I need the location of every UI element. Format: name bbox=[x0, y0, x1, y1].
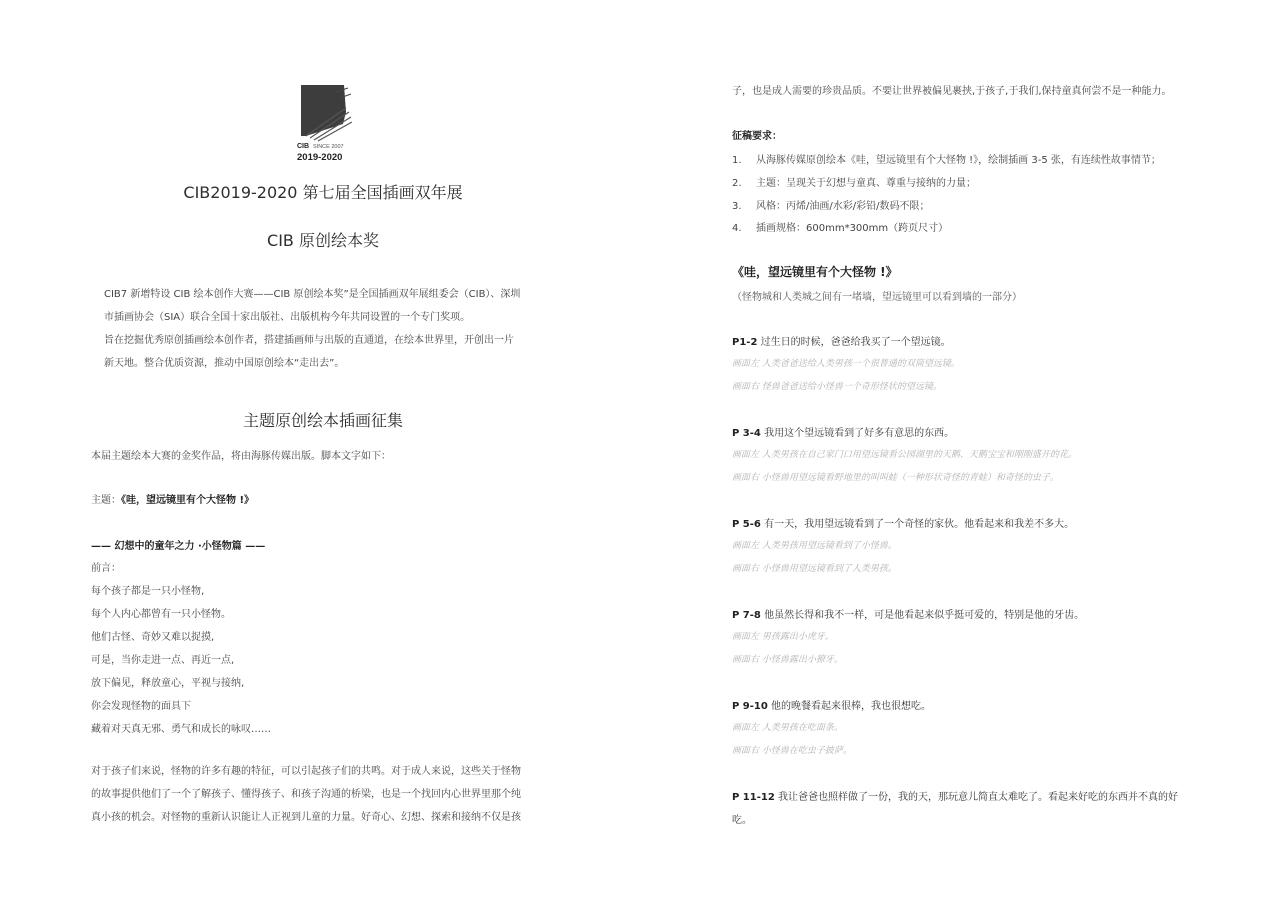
page-entry bbox=[732, 515, 1074, 530]
page-note: 画面左 人类爸爸送给人类男孩一个很普通的双筒望远镜。 bbox=[732, 359, 960, 369]
page-note: 画面右 小怪兽在吃虫子披萨。 bbox=[732, 746, 852, 756]
page-entry bbox=[732, 606, 1084, 621]
intro-paragraph bbox=[104, 283, 520, 375]
intro-line: CIB7 新增特设 CIB 绘本创作大赛——CIB 原创绘本奖”是全国插画双年展组委会（CIB）、深圳 bbox=[104, 289, 521, 300]
page-label: P 7-8 bbox=[732, 610, 761, 621]
page-text-continued: 吃。 bbox=[732, 815, 752, 826]
requirement-number: 1. bbox=[732, 155, 742, 166]
requirement-text: 插画规格：600mm*300mm（跨页尺寸） bbox=[756, 223, 949, 234]
page-label: P 5-6 bbox=[732, 519, 761, 530]
page-note: 画面左 人类男孩在吃面条。 bbox=[732, 723, 843, 733]
preface-line: 藏着对天真无邪、勇气和成长的咏叹…… bbox=[91, 724, 271, 735]
preface-line: 可是，当你走进一点、再近一点, bbox=[91, 655, 235, 666]
theme-label: 主题： bbox=[91, 495, 121, 506]
requirement-number: 2. bbox=[732, 178, 742, 189]
page-text: 我让爸爸也照样做了一份，我的天，那玩意儿简直太难吃了。看起来好吃的东西并不真的好 bbox=[774, 792, 1178, 803]
page-subtitle: CIB 原创绘本奖 bbox=[267, 231, 379, 250]
right-page bbox=[640, 0, 1280, 906]
page-entry bbox=[732, 697, 931, 712]
page-text: 他虽然长得和我不一样，可是他看起来似乎挺可爱的，特别是他的牙齿。 bbox=[760, 610, 1085, 621]
story-title: 《哇，望远镜里有个大怪物 !》 bbox=[732, 265, 898, 279]
intro-line: 新天地。整合优质资源，推动中国原创绘本“走出去”。 bbox=[104, 358, 345, 369]
page-label: P 11-12 bbox=[732, 792, 775, 803]
page-note: 画面左 人类男孩在自己家门口用望远镜看公园湖里的天鹅、天鹅宝宝和刚刚盛开的花。 bbox=[732, 450, 1077, 460]
closing-line: 对于孩子们来说，怪物的许多有趣的特征，可以引起孩子们的共鸣。对于成人来说，这些关于怪物 bbox=[91, 766, 521, 777]
intro-line: 市插画协会（SIA）联合全国十家出版社、出版机构今年共同设置的一个专门奖项。 bbox=[104, 312, 471, 323]
requirement-number: 3. bbox=[732, 201, 742, 212]
page-note: 画面右 怪兽爸爸送给小怪兽一个奇形怪状的望远镜。 bbox=[732, 382, 942, 392]
section-intro: 本届主题绘本大赛的金奖作品，将由海豚传媒出版。脚本文字如下： bbox=[91, 451, 391, 462]
theme-line bbox=[91, 491, 254, 506]
logo-since: SINCE 2007 bbox=[313, 144, 344, 150]
closing-paragraph bbox=[91, 760, 521, 829]
cib-logo bbox=[296, 84, 358, 164]
preface-line: 前言： bbox=[91, 563, 121, 574]
logo-years: 2019-2020 bbox=[297, 152, 343, 163]
intro-line: 旨在挖掘优秀原创插画绘本创作者，搭建插画师与出版的直通道，在绘本世界里，开创出一片 bbox=[104, 335, 514, 346]
section-title: 主题原创绘本插画征集 bbox=[242, 411, 403, 430]
page-note: 画面左 男孩露出小虎牙。 bbox=[732, 632, 834, 642]
preface-line: 你会发现怪物的面具下 bbox=[91, 701, 191, 712]
requirement-text: 主题：呈现关于幻想与童真、尊重与接纳的力量； bbox=[756, 178, 976, 189]
page-text: 有一天，我用望远镜看到了一个奇怪的家伙。他看起来和我差不多大。 bbox=[760, 519, 1075, 530]
preface-line: 放下偏见，释放童心，平视与接纳, bbox=[91, 678, 245, 689]
page-entry bbox=[732, 424, 954, 439]
requirement-item bbox=[732, 197, 929, 212]
requirement-number: 4. bbox=[732, 223, 742, 234]
closing-line: 的故事提供他们了一个了解孩子、懂得孩子、和孩子沟通的桥梁，也是一个找回内心世界里那个纯 bbox=[91, 789, 521, 800]
continuation-line: 子，也是成人需要的珍贵品质。不要让世界被偏见裹挟,于孩子,于我们,保持童真何尝不是一种能力。 bbox=[732, 86, 1172, 97]
preface-line: 每个人内心都曾有一只小怪物。 bbox=[91, 609, 231, 620]
chapter-title: —— 幻想中的童年之力 ·小怪物篇 —— bbox=[91, 541, 266, 552]
preface bbox=[91, 557, 271, 741]
page-text: 他的晚餐看起来很棒，我也很想吃。 bbox=[767, 701, 932, 712]
logo-brand: CIB bbox=[297, 143, 310, 150]
page-text: 过生日的时候，爸爸给我买了一个望远镜。 bbox=[757, 337, 951, 348]
page-text: 我用这个望远镜看到了好多有意思的东西。 bbox=[760, 428, 955, 439]
requirements-title: 征稿要求： bbox=[732, 131, 782, 142]
page-note: 画面左 人类男孩用望远镜看到了小怪兽。 bbox=[732, 541, 897, 551]
requirement-item bbox=[732, 151, 1161, 166]
page-note: 画面右 小怪兽露出小獠牙。 bbox=[732, 655, 843, 665]
page-label: P 3-4 bbox=[732, 428, 761, 439]
requirement-text: 风格：丙烯/油画/水彩/彩铅/数码不限； bbox=[756, 201, 930, 212]
preface-line: 他们古怪、奇妙又难以捉摸, bbox=[91, 632, 215, 643]
requirement-item bbox=[732, 174, 976, 189]
requirement-text: 从海豚传媒原创绘本《哇，望远镜里有个大怪物 !》，绘制插画 3-5 张，有连续性故事情节； bbox=[756, 155, 1161, 166]
page-label: P1-2 bbox=[732, 337, 758, 348]
page-entry bbox=[732, 788, 1178, 803]
page-note: 画面右 小怪兽用望远镜看到了人类男孩。 bbox=[732, 564, 897, 574]
preface-line: 每个孩子都是一只小怪物, bbox=[91, 586, 205, 597]
page-note: 画面右 小怪兽用望远镜看野地里的叫叫蛙（一种形状奇怪的青蛙）和奇怪的虫子。 bbox=[732, 473, 1059, 483]
page-entry bbox=[732, 333, 951, 348]
page-label: P 9-10 bbox=[732, 701, 768, 712]
story-note: （怪物城和人类城之间有一堵墙，望远镜里可以看到墙的一部分） bbox=[732, 292, 1022, 303]
closing-line: 真小孩的机会。对怪物的重新认识能让人正视到儿童的力量。好奇心、幻想、探索和接纳不仅是孩 bbox=[91, 812, 521, 823]
page-title: CIB2019-2020 第七届全国插画双年展 bbox=[183, 183, 463, 202]
theme-value: 《哇，望远镜里有个大怪物 !》 bbox=[121, 495, 255, 506]
requirement-item bbox=[732, 219, 948, 234]
